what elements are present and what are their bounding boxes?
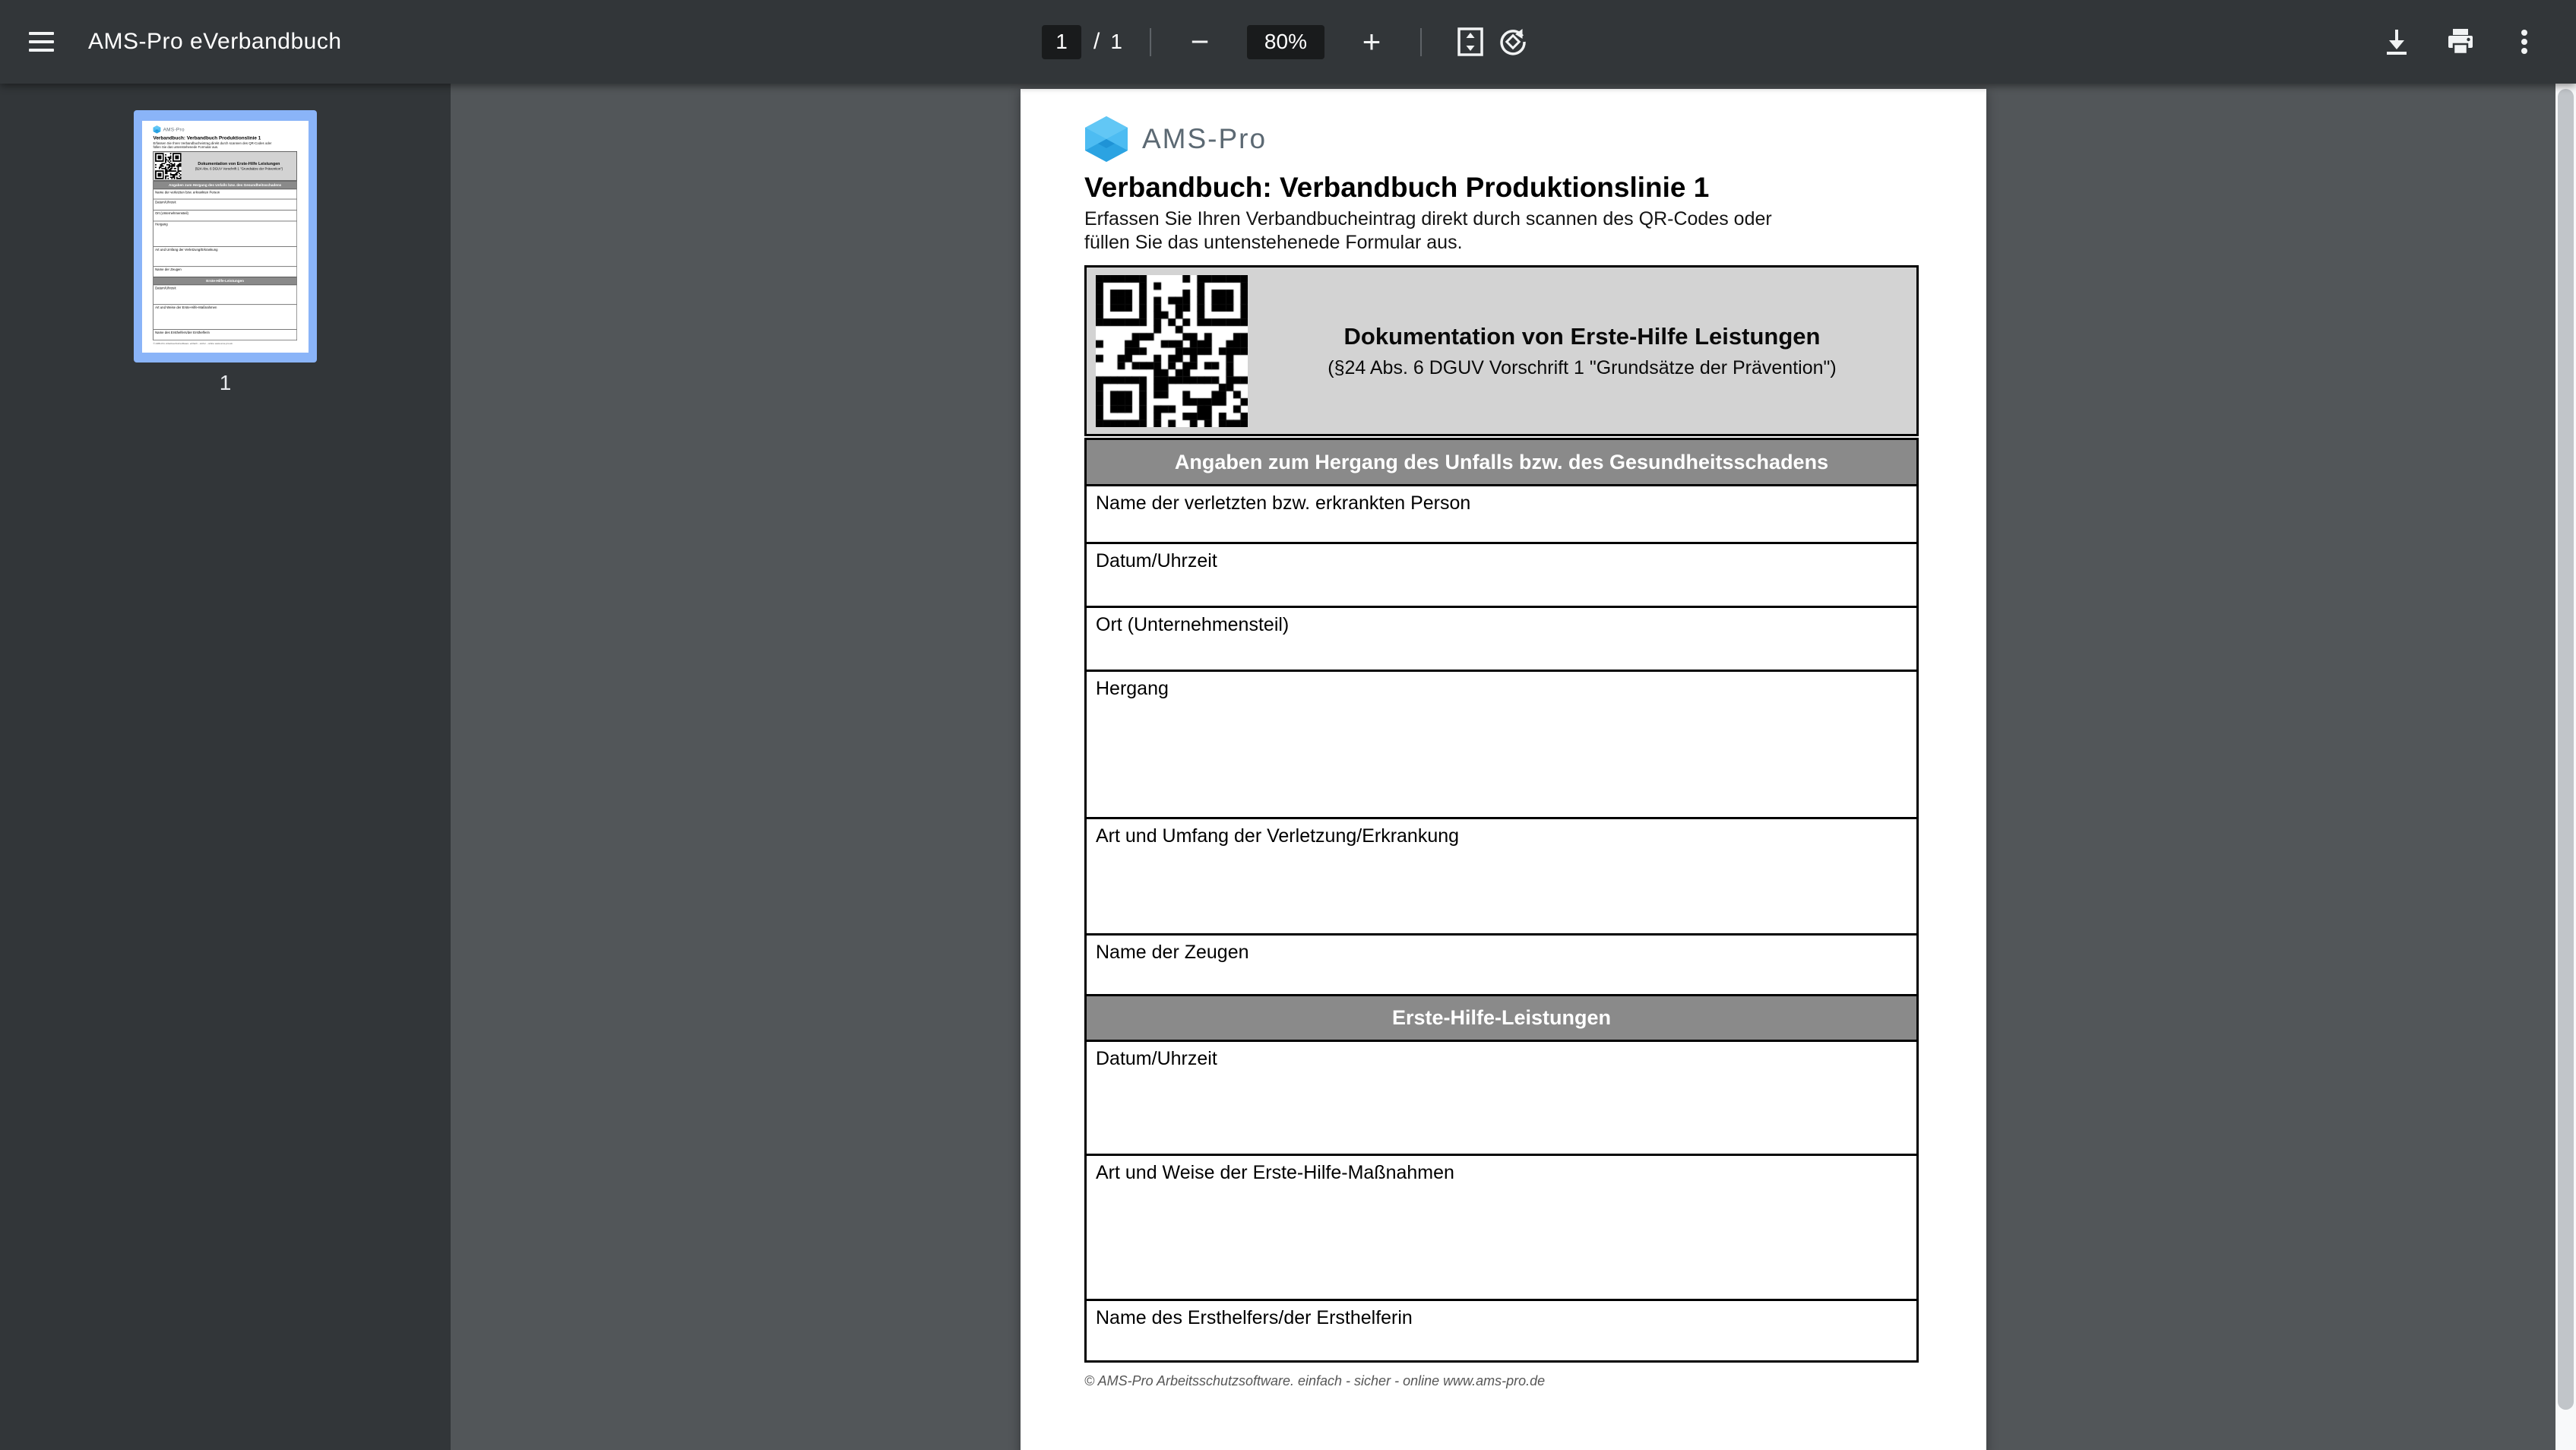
form-field-label: Datum/Uhrzeit bbox=[1087, 542, 1916, 606]
form-intro bbox=[153, 141, 297, 149]
form-field-label: Datum/Uhrzeit bbox=[153, 284, 296, 304]
pdf-toolbar bbox=[0, 0, 2576, 84]
toolbar-left-group bbox=[20, 0, 342, 84]
form-field-label: Hergang bbox=[1087, 670, 1916, 817]
qr-banner-text bbox=[182, 161, 297, 171]
more-menu-button[interactable] bbox=[2503, 21, 2546, 63]
page-total: 1 bbox=[1110, 30, 1122, 53]
form-field-label: Ort (Unternehmensteil) bbox=[153, 210, 296, 220]
print-button[interactable] bbox=[2439, 21, 2482, 63]
menu-icon[interactable] bbox=[20, 21, 62, 63]
print-icon bbox=[2445, 27, 2476, 57]
logo-gem-icon bbox=[153, 125, 160, 134]
qr-banner-heading: Dokumentation von Erste-Hilfe Leistungen bbox=[1343, 322, 1821, 350]
form-intro-line2: füllen Sie das untenstehenede Formular aus. bbox=[1084, 232, 1463, 253]
form-title: Verbandbuch: Verbandbuch Produktionslinie 1 bbox=[1084, 172, 1710, 203]
document-footer: © AMS-Pro Arbeitsschutzsoftware. einfach - sicher - online www.ams-pro.de bbox=[153, 341, 233, 345]
section-header: Erste-Hilfe-Leistungen bbox=[1087, 994, 1916, 1040]
rotate-icon bbox=[1497, 26, 1529, 58]
pdf-page bbox=[1021, 89, 1986, 1450]
qr-banner-subheading: (§24 Abs. 6 DGUV Vorschrift 1 "Grundsätze der Prävention") bbox=[1328, 356, 1837, 378]
thumbnail-page-number: 1 bbox=[219, 371, 232, 394]
form-field-label: Art und Weise der Erste-Hilfe-Maßnahmen bbox=[153, 304, 296, 329]
more-menu-icon bbox=[2509, 27, 2540, 57]
logo-gem-icon bbox=[1084, 116, 1128, 163]
menu-bar bbox=[29, 32, 54, 35]
form-intro-line2: füllen Sie das untenstehenede Formular aus. bbox=[153, 144, 219, 149]
form-field-label: Name der Zeugen bbox=[1087, 933, 1916, 994]
pdf-page-content bbox=[142, 121, 309, 353]
logo-text: AMS-Pro bbox=[163, 126, 185, 132]
logo-row bbox=[1084, 115, 1921, 163]
page-separator: / bbox=[1093, 29, 1100, 54]
fit-page-icon bbox=[1456, 27, 1485, 57]
pdf-page-content bbox=[1021, 89, 1986, 1450]
form-field-label: Name der verletzten bzw. erkrankten Person bbox=[1087, 484, 1916, 542]
zoom-in-button[interactable] bbox=[1350, 21, 1393, 63]
form-title: Verbandbuch: Verbandbuch Produktionslinie 1 bbox=[153, 135, 261, 141]
download-button[interactable] bbox=[2375, 21, 2418, 63]
toolbar-divider bbox=[1420, 28, 1422, 56]
qr-banner-text bbox=[1248, 323, 1916, 379]
toolbar-center-group bbox=[1042, 0, 1534, 84]
form-field-label: Datum/Uhrzeit bbox=[1087, 1040, 1916, 1154]
page-thumbnail-selected[interactable] bbox=[134, 110, 317, 362]
logo-text: AMS-Pro bbox=[1142, 123, 1267, 154]
zoom-in-icon: + bbox=[1362, 24, 1381, 59]
form-intro-line1: Erfassen Sie Ihren Verbandbucheintrag direkt durch scannen des QR-Codes oder bbox=[153, 141, 272, 145]
form-field-label: Art und Umfang der Verletzung/Erkrankung bbox=[153, 246, 296, 266]
vertical-scrollbar[interactable] bbox=[2555, 84, 2576, 1450]
qr-code bbox=[1096, 275, 1248, 427]
qr-code bbox=[155, 153, 181, 179]
logo-row bbox=[153, 125, 297, 133]
form-table bbox=[1084, 438, 1919, 1363]
form-intro bbox=[1084, 207, 1921, 255]
qr-banner-heading: Dokumentation von Erste-Hilfe Leistungen bbox=[198, 160, 280, 166]
document-title: AMS-Pro eVerbandbuch bbox=[88, 29, 342, 54]
zoom-out-icon: − bbox=[1190, 24, 1210, 59]
qr-banner-subheading: (§24 Abs. 6 DGUV Vorschrift 1 "Grundsätze der Prävention") bbox=[195, 166, 283, 171]
toolbar-right-group bbox=[2375, 0, 2546, 84]
form-field-label: Name des Ersthelfers/der Ersthelferin bbox=[153, 329, 296, 340]
thumbnail-sidebar bbox=[0, 84, 451, 1450]
page-number-input[interactable]: 1 bbox=[1042, 25, 1081, 59]
page-thumbnail-content bbox=[142, 121, 309, 353]
zoom-out-button[interactable] bbox=[1179, 21, 1221, 63]
form-field-label: Name des Ersthelfers/der Ersthelferin bbox=[1087, 1299, 1916, 1360]
toolbar-divider bbox=[1150, 28, 1151, 56]
qr-banner bbox=[1084, 265, 1919, 436]
form-table bbox=[153, 181, 296, 340]
form-field-label: Datum/Uhrzeit bbox=[153, 198, 296, 209]
document-footer: © AMS-Pro Arbeitsschutzsoftware. einfach - sicher - online www.ams-pro.de bbox=[1084, 1373, 1546, 1388]
form-field-label: Ort (Unternehmensteil) bbox=[1087, 606, 1916, 670]
form-field-label: Hergang bbox=[153, 220, 296, 245]
section-header: Erste-Hilfe-Leistungen bbox=[153, 277, 296, 284]
form-field-label: Art und Umfang der Verletzung/Erkrankung bbox=[1087, 817, 1916, 933]
form-field-label: Art und Weise der Erste-Hilfe-Maßnahmen bbox=[1087, 1154, 1916, 1299]
download-icon bbox=[2381, 27, 2412, 57]
menu-bar bbox=[29, 40, 54, 43]
rotate-button[interactable] bbox=[1492, 21, 1534, 63]
qr-banner bbox=[153, 150, 296, 180]
scrollbar-thumb[interactable] bbox=[2558, 89, 2574, 1410]
page-thumbnail-preview bbox=[142, 121, 309, 353]
section-header: Angaben zum Hergang des Unfalls bzw. des Gesundheitsschadens bbox=[1087, 440, 1916, 484]
zoom-level-input[interactable]: 80% bbox=[1247, 25, 1324, 59]
form-field-label: Name der verletzten bzw. erkrankten Person bbox=[153, 188, 296, 198]
form-field-label: Name der Zeugen bbox=[153, 266, 296, 277]
section-header: Angaben zum Hergang des Unfalls bzw. des Gesundheitsschadens bbox=[153, 181, 296, 188]
menu-bar bbox=[29, 49, 54, 52]
form-intro-line1: Erfassen Sie Ihren Verbandbucheintrag direkt durch scannen des QR-Codes oder bbox=[1084, 208, 1772, 230]
fit-page-button[interactable] bbox=[1449, 21, 1492, 63]
